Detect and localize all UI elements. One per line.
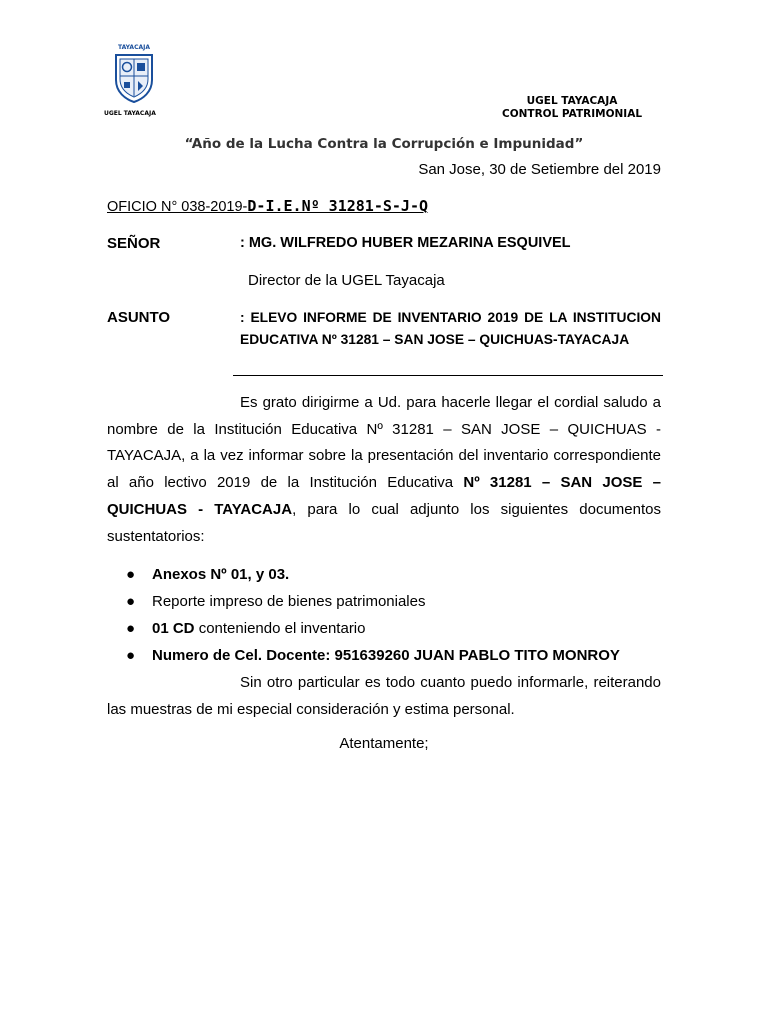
closing-text: Sin otro particular es todo cuanto puedo informarle, reiterando las muestras de mi especial consideración y estima personal.: [107, 674, 661, 718]
logo-bottom-text: UGEL TAYACAJA: [104, 110, 156, 117]
bullet-icon: ●: [126, 620, 136, 637]
header-line-2: CONTROL PATRIMONIAL: [501, 108, 643, 120]
recipient-label: SEÑOR: [107, 235, 161, 252]
oficio-code: D-I.E.Nº 31281-S-J-Q: [247, 197, 429, 215]
list-item: ● Reporte impreso de bienes patrimoniales: [126, 588, 666, 615]
year-motto: “Año de la Lucha Contra la Corrupción e Impunidad”: [184, 136, 584, 152]
letter-date: San Jose, 30 de Setiembre del 2019: [418, 161, 661, 178]
list-item: ● Numero de Cel. Docente: 951639260 JUAN PABLO TITO MONROY: [126, 642, 666, 669]
header-line-1: UGEL TAYACAJA: [526, 95, 618, 107]
ugel-crest-icon: [113, 52, 155, 104]
list-item: ● Anexos Nº 01, y 03.: [126, 561, 666, 588]
subject-label: ASUNTO: [107, 309, 171, 326]
body-part-2: , para lo cual adjunto los siguientes documentos sustentatorios:: [107, 500, 661, 545]
bullet-icon: ●: [126, 566, 136, 583]
farewell: Atentamente;: [339, 735, 429, 752]
recipient-name: : MG. WILFREDO HUBER MEZARINA ESQUIVEL: [240, 235, 571, 251]
closing-paragraph: [107, 669, 661, 723]
bullet-icon: ●: [126, 647, 136, 664]
list-item: ● 01 CD conteniendo el inventario: [126, 615, 666, 642]
oficio-prefix: OFICIO N° 038-2019-: [107, 199, 248, 215]
bullet-icon: ●: [126, 593, 136, 610]
body-part-1: Es grato dirigirme a Ud. para hacerle llegar el cordial saludo a nombre de la Institución Educativa Nº 31281 – SAN JOSE – QUICHUAS - TAYACAJA, a la vez informar sobre la presentación del inventario correspondiente al año lectivo 2019 de la Institución Educativa: [107, 394, 661, 492]
ugel-logo: [104, 44, 164, 120]
body-bold-institution: Nº 31281 – SAN JOSE – QUICHUAS - TAYACAJA: [107, 474, 662, 518]
logo-top-text: TAYACAJA: [117, 44, 151, 51]
body-paragraph: [107, 390, 661, 550]
divider-line: [233, 375, 663, 376]
oficio-number: [107, 197, 428, 215]
attachments-list: [126, 561, 666, 669]
recipient-role: Director de la UGEL Tayacaja: [248, 272, 445, 289]
subject-text: : ELEVO INFORME DE INVENTARIO 2019 DE LA INSTITUCION EDUCATIVA Nº 31281 – SAN JOSE – QUICHUAS-TAYACAJA: [240, 310, 661, 347]
